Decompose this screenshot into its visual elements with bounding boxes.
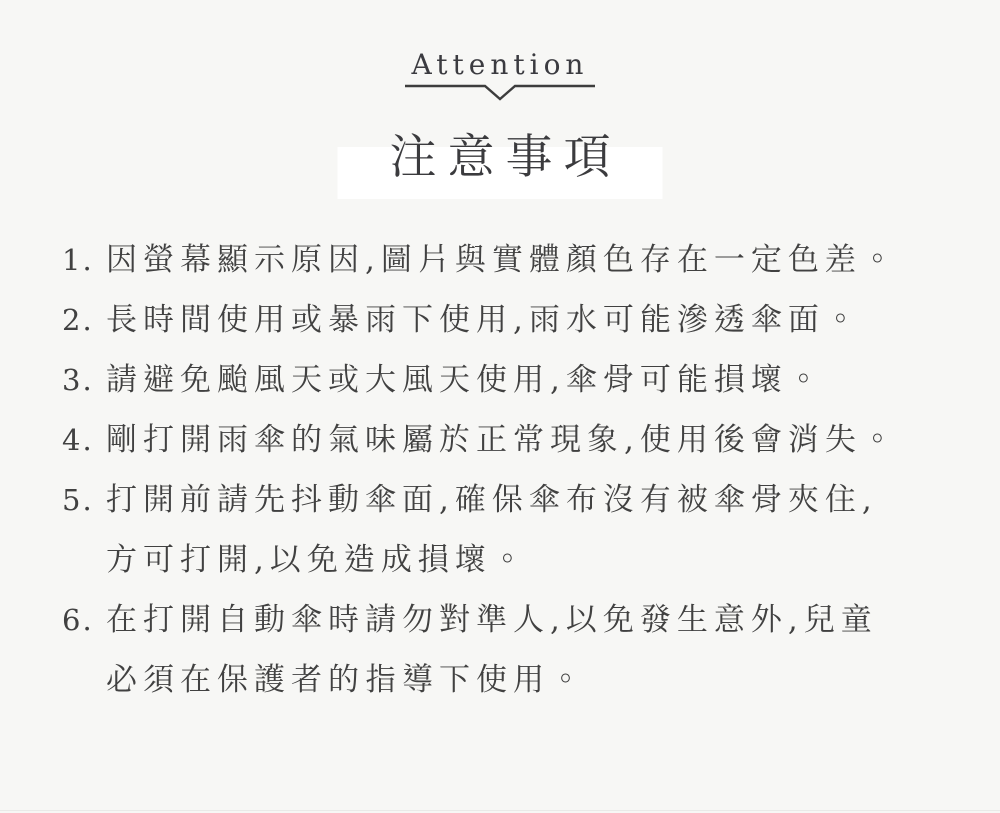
note-number: 5. <box>62 483 94 517</box>
note-body <box>106 290 964 350</box>
section-eyebrow: Attention <box>411 48 589 81</box>
note-number: 1. <box>62 243 94 277</box>
note-line: 因螢幕顯示原因,圖片與實體顏色存在一定色差。 <box>106 242 899 278</box>
note-line: 剛打開雨傘的氣味屬於正常現象,使用後會消失。 <box>106 422 899 458</box>
precaution-list <box>62 230 964 710</box>
note-body <box>106 350 964 410</box>
note-number: 6. <box>62 603 94 637</box>
note-number: 4. <box>62 423 94 457</box>
note-body <box>106 470 964 590</box>
note-body <box>106 410 964 470</box>
section-title-wrap <box>0 120 1000 187</box>
list-item <box>62 290 964 350</box>
note-body <box>106 230 964 290</box>
note-line: 方可打開,以免造成損壞。 <box>106 542 529 578</box>
list-item <box>62 350 964 410</box>
note-number: 2. <box>62 303 94 337</box>
note-body <box>106 590 964 710</box>
list-item <box>62 590 964 710</box>
list-item <box>62 410 964 470</box>
note-line: 請避免颱風天或大風天使用,傘骨可能損壞。 <box>106 362 825 398</box>
page-title: 注意事項 <box>389 130 622 185</box>
divider-chevron-icon <box>404 84 596 102</box>
note-line: 打開前請先抖動傘面,確保傘布沒有被傘骨夾住, <box>106 482 878 518</box>
divider-path <box>405 86 595 99</box>
list-item <box>62 230 964 290</box>
note-number: 3. <box>62 363 94 397</box>
note-line: 在打開自動傘時請勿對準人,以免發生意外,兒童 <box>106 602 878 638</box>
section-bottom-rule <box>0 810 1000 811</box>
note-line: 必須在保護者的指導下使用。 <box>106 662 587 698</box>
list-item <box>62 470 964 590</box>
note-line: 長時間使用或暴雨下使用,雨水可能滲透傘面。 <box>106 302 862 338</box>
